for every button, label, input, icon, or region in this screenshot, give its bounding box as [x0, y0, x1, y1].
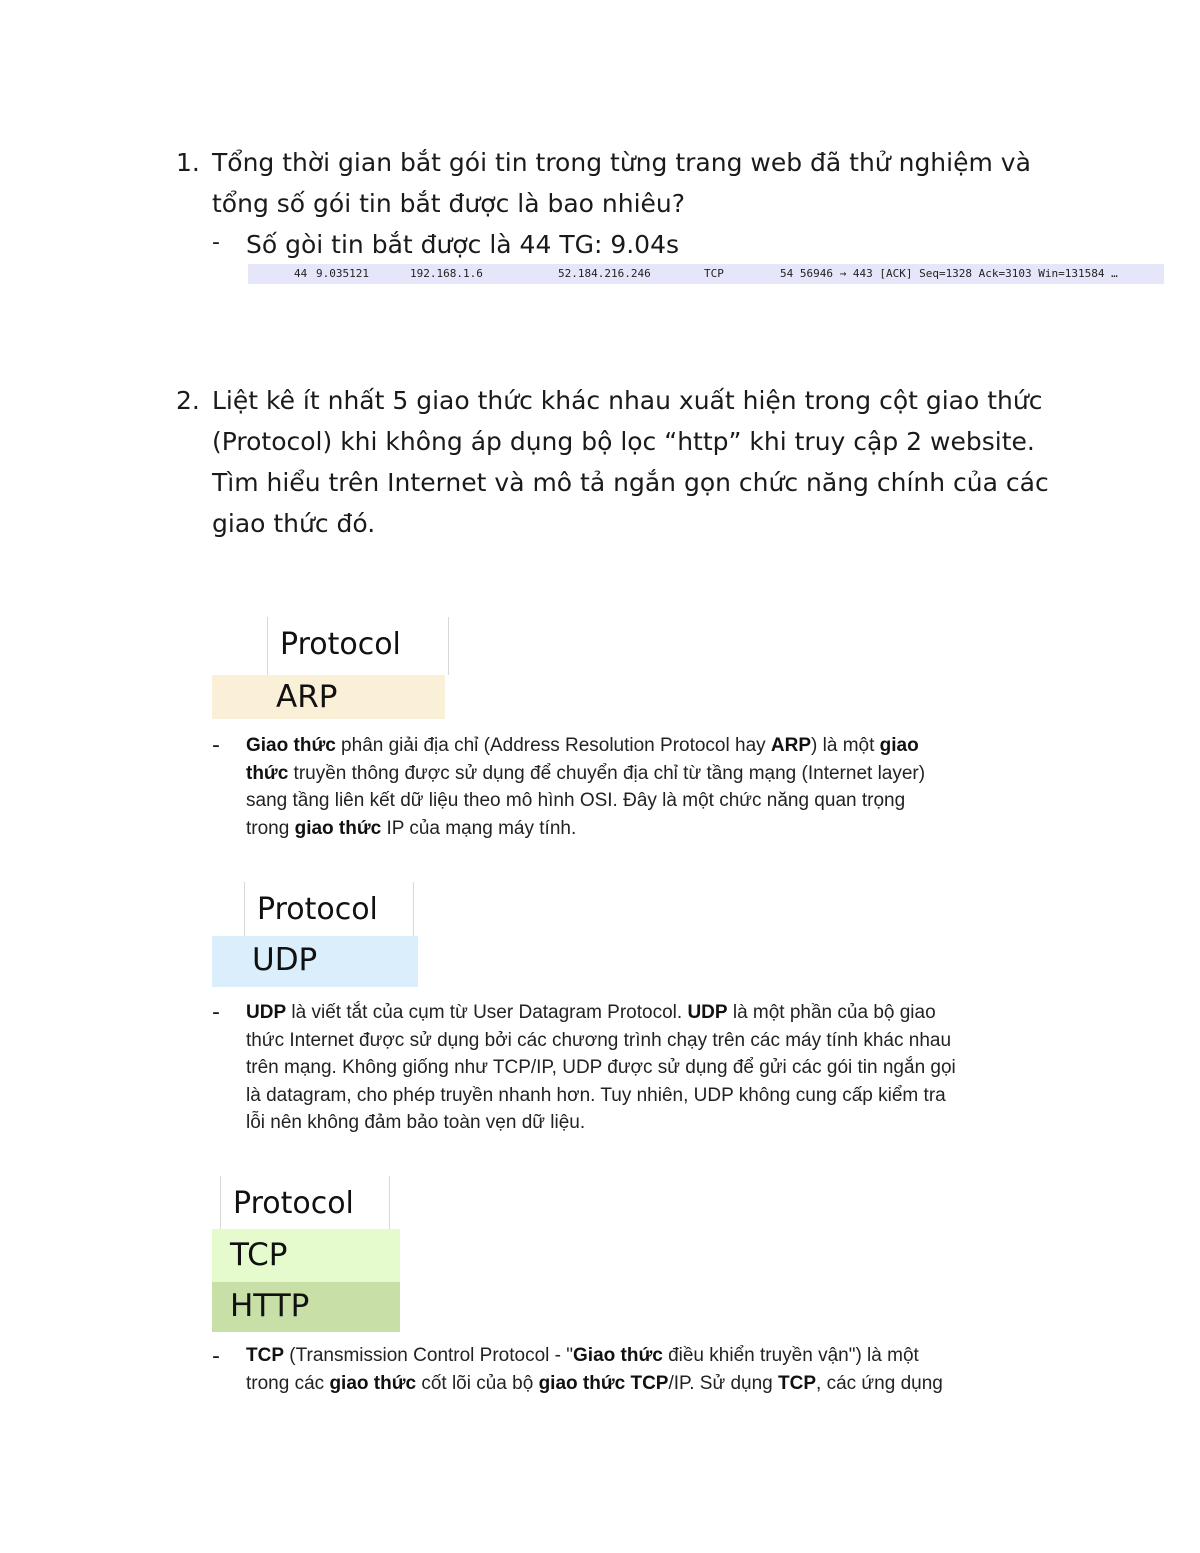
description-line: thức Internet được sử dụng bởi các chương trình chạy trên các máy tính khác nhau — [246, 1029, 952, 1051]
list-dash: - — [212, 1344, 220, 1369]
protocol-cell-label: UDP — [252, 942, 318, 978]
protocol-column-udp — [212, 882, 418, 987]
description-line: trong các giao thức cốt lõi của bộ giao thức TCP/IP. Sử dụng TCP, các ứng dụng — [246, 1372, 943, 1394]
bold-term: giao thức — [329, 1372, 417, 1394]
description-line: UDP là viết tắt của cụm từ User Datagram Protocol. UDP là một phần của bộ giao — [246, 1002, 936, 1023]
protocol-header — [267, 617, 449, 675]
bold-term: Giao thức — [246, 735, 336, 756]
bold-term: UDP — [687, 1002, 728, 1023]
question-line: tổng số gói tin bắt được là bao nhiêu? — [212, 189, 686, 218]
packet-info: 54 56946 → 443 [ACK] Seq=1328 Ack=3103 Win=131584 … — [780, 267, 1118, 280]
description-line: trên mạng. Không giống như TCP/IP, UDP được sử dụng để gửi các gói tin ngắn gọi — [246, 1057, 956, 1078]
list-dash: - — [212, 733, 220, 758]
bold-term: TCP — [778, 1372, 817, 1394]
description-line: Giao thức phân giải địa chỉ (Address Resolution Protocol hay ARP) là một giao — [246, 735, 919, 756]
description-line: là datagram, cho phép truyền nhanh hơn. Tuy nhiên, UDP không cung cấp kiểm tra — [246, 1084, 946, 1106]
protocol-header — [220, 1176, 390, 1234]
protocol-cell-label: TCP — [230, 1237, 288, 1273]
description-line: TCP (Transmission Control Protocol - "Giao thức điều khiển truyền vận") là một — [246, 1345, 919, 1366]
question-line: giao thức đó. — [212, 509, 376, 538]
protocol-header-label: Protocol — [257, 892, 378, 927]
description-line: thức truyền thông được sử dụng để chuyển địa chỉ từ tầng mạng (Internet layer) — [246, 762, 926, 784]
protocol-description-arp — [246, 732, 1066, 842]
question-line: Tổng thời gian bắt gói tin trong từng trang web đã thử nghiệm và — [212, 148, 1031, 177]
protocol-cell-tcp — [212, 1229, 400, 1282]
protocol-description-tcp — [246, 1342, 1066, 1397]
protocol-cell-http — [212, 1282, 400, 1332]
protocol-cell-label: ARP — [276, 679, 338, 715]
description-line: sang tầng liên kết dữ liệu theo mô hình OSI. Đây là một chức năng quan trọng — [246, 790, 906, 811]
packet-time: 9.035121 — [316, 267, 369, 280]
packet-protocol: TCP — [704, 267, 724, 280]
bold-term: giao — [879, 735, 919, 756]
protocol-cell-arp — [212, 675, 445, 719]
bold-term: TCP — [630, 1372, 669, 1394]
question-text — [212, 380, 1072, 544]
bold-term: Giao thức — [573, 1345, 663, 1366]
packet-source: 192.168.1.6 — [410, 267, 483, 280]
question-line: (Protocol) khi không áp dụng bộ lọc “http” khi truy cập 2 website. — [212, 427, 1035, 456]
protocol-cell-udp — [212, 936, 418, 987]
answer-text: Số gòi tin bắt được là 44 TG: 9.04s — [246, 230, 680, 259]
packet-destination: 52.184.216.246 — [558, 267, 651, 280]
bold-term: ARP — [770, 735, 812, 756]
list-dash: - — [212, 230, 220, 255]
protocol-cell-label: HTTP — [230, 1288, 310, 1324]
question-line: Tìm hiểu trên Internet và mô tả ngắn gọn chức năng chính của các — [212, 468, 1049, 497]
protocol-description-udp — [246, 999, 1066, 1137]
bold-term: giao thức — [538, 1372, 626, 1394]
question-number: 2. — [176, 386, 200, 415]
list-dash: - — [212, 1000, 220, 1025]
packet-row — [248, 264, 1164, 284]
question-text — [212, 142, 1072, 224]
bold-term: TCP — [246, 1345, 284, 1366]
bold-term: thức — [246, 762, 289, 784]
protocol-column-arp — [212, 617, 446, 719]
bold-term: UDP — [246, 1002, 287, 1023]
bold-term: giao thức — [294, 817, 382, 839]
protocol-header — [244, 882, 414, 940]
protocol-column-tcp-http — [212, 1176, 400, 1332]
protocol-header-label: Protocol — [280, 627, 401, 662]
packet-no: 44 — [294, 267, 308, 280]
question-line: Liệt kê ít nhất 5 giao thức khác nhau xuất hiện trong cột giao thức — [212, 386, 1043, 415]
description-line: trong giao thức IP của mạng máy tính. — [246, 817, 577, 839]
protocol-header-label: Protocol — [233, 1186, 354, 1221]
question-number: 1. — [176, 148, 200, 177]
description-line: lỗi nên không đảm bảo toàn vẹn dữ liệu. — [246, 1112, 586, 1133]
